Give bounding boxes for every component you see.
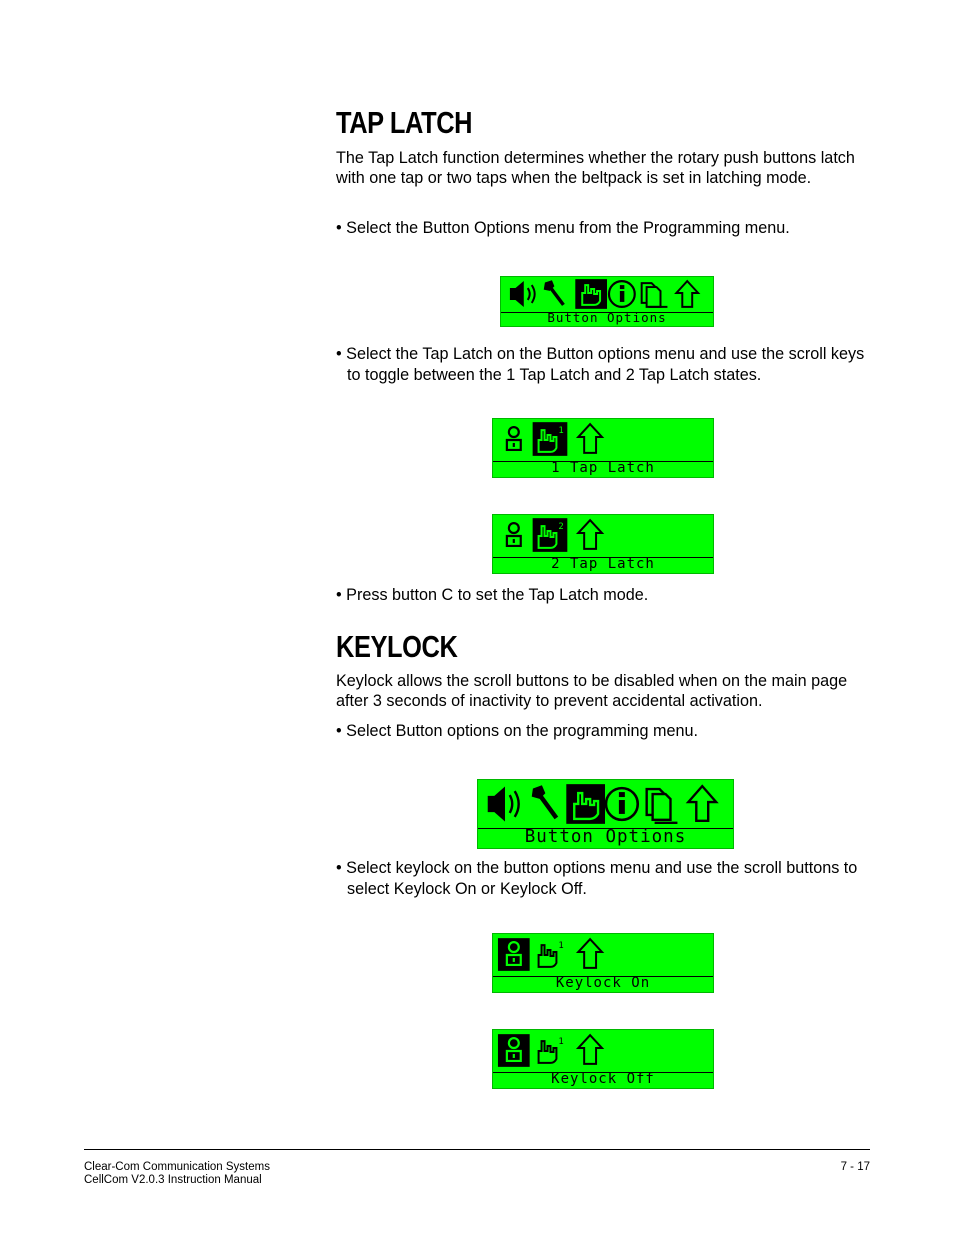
footer-rule (84, 1149, 870, 1150)
pages-icon (642, 283, 668, 307)
tap-count-badge: 1 (558, 426, 564, 437)
keylock-icon (498, 1034, 530, 1067)
pages-icon (647, 789, 678, 823)
tap-latch-step-2: • Select the Tap Latch on the Button options menu and use the scroll keys to toggle between the 1 Tap Latch and 2 Tap Latch states. (336, 345, 865, 384)
keylock-description: Keylock allows the scroll buttons to be disabled when on the main page after 3 seconds of inactivity to prevent accidental activation. (336, 672, 848, 710)
keylock-step-2: • Select keylock on the button options menu and use the scroll buttons to select Keylock On or Keylock Off. (336, 859, 858, 898)
tap-hand-icon (539, 941, 564, 967)
wrench-icon (545, 281, 564, 305)
tap-count-badge: 2 (558, 522, 564, 533)
button-hand-icon (575, 279, 607, 309)
lcd-caption: Keylock On (555, 975, 651, 991)
lcd-caption: Keylock Off (551, 1071, 655, 1087)
button-hand-icon (566, 784, 605, 824)
lcd-button-options-menu (500, 276, 714, 327)
lcd-caption: 1 Tap Latch (551, 460, 655, 476)
up-arrow-icon (578, 520, 602, 549)
footer-company: Clear-Com Communication Systems (84, 1161, 270, 1173)
tap-hand-icon (533, 518, 568, 552)
up-arrow-icon (578, 424, 602, 453)
tap-latch-step-1: • Select the Button Options menu from the Programming menu. (336, 219, 790, 237)
tap-hand-icon (539, 1037, 564, 1063)
keylock-icon (498, 938, 530, 971)
up-arrow-icon (578, 939, 602, 968)
lcd-keylock-on (492, 933, 714, 993)
lcd-2-tap-latch (492, 514, 714, 574)
up-arrow-icon (578, 1035, 602, 1064)
lcd-1-tap-latch (492, 418, 714, 478)
lcd-caption: Button Options (524, 827, 687, 847)
tap-latch-step-3: • Press button C to set the Tap Latch mode. (336, 586, 649, 604)
up-arrow-icon (688, 786, 716, 821)
speaker-icon (511, 283, 535, 305)
footer-manual: CellCom V2.0.3 Instruction Manual (84, 1174, 262, 1186)
speaker-icon (489, 789, 519, 819)
tap-count-badge: 1 (558, 941, 564, 952)
footer-page-number: 7 - 17 (840, 1161, 870, 1173)
info-icon (609, 281, 635, 307)
section-title-keylock: KEYLOCK (336, 629, 458, 664)
lcd-caption: Button Options (547, 310, 667, 325)
keylock-icon (507, 523, 521, 546)
tap-hand-icon (533, 422, 568, 456)
tap-count-badge: 1 (558, 1037, 564, 1048)
section-title-tap-latch: TAP LATCH (336, 105, 473, 140)
lcd-caption: 2 Tap Latch (551, 556, 655, 572)
wrench-icon (533, 786, 557, 818)
info-icon (606, 788, 638, 820)
keylock-step-1: • Select Button options on the programming menu. (336, 722, 698, 740)
keylock-icon (507, 427, 521, 450)
lcd-button-options-menu-large (477, 779, 734, 849)
tap-latch-description: The Tap Latch function determines whether the rotary push buttons latch with one tap or two taps when the beltpack is set in latching mode. (336, 149, 855, 187)
up-arrow-icon (676, 281, 698, 307)
lcd-keylock-off (492, 1029, 714, 1089)
